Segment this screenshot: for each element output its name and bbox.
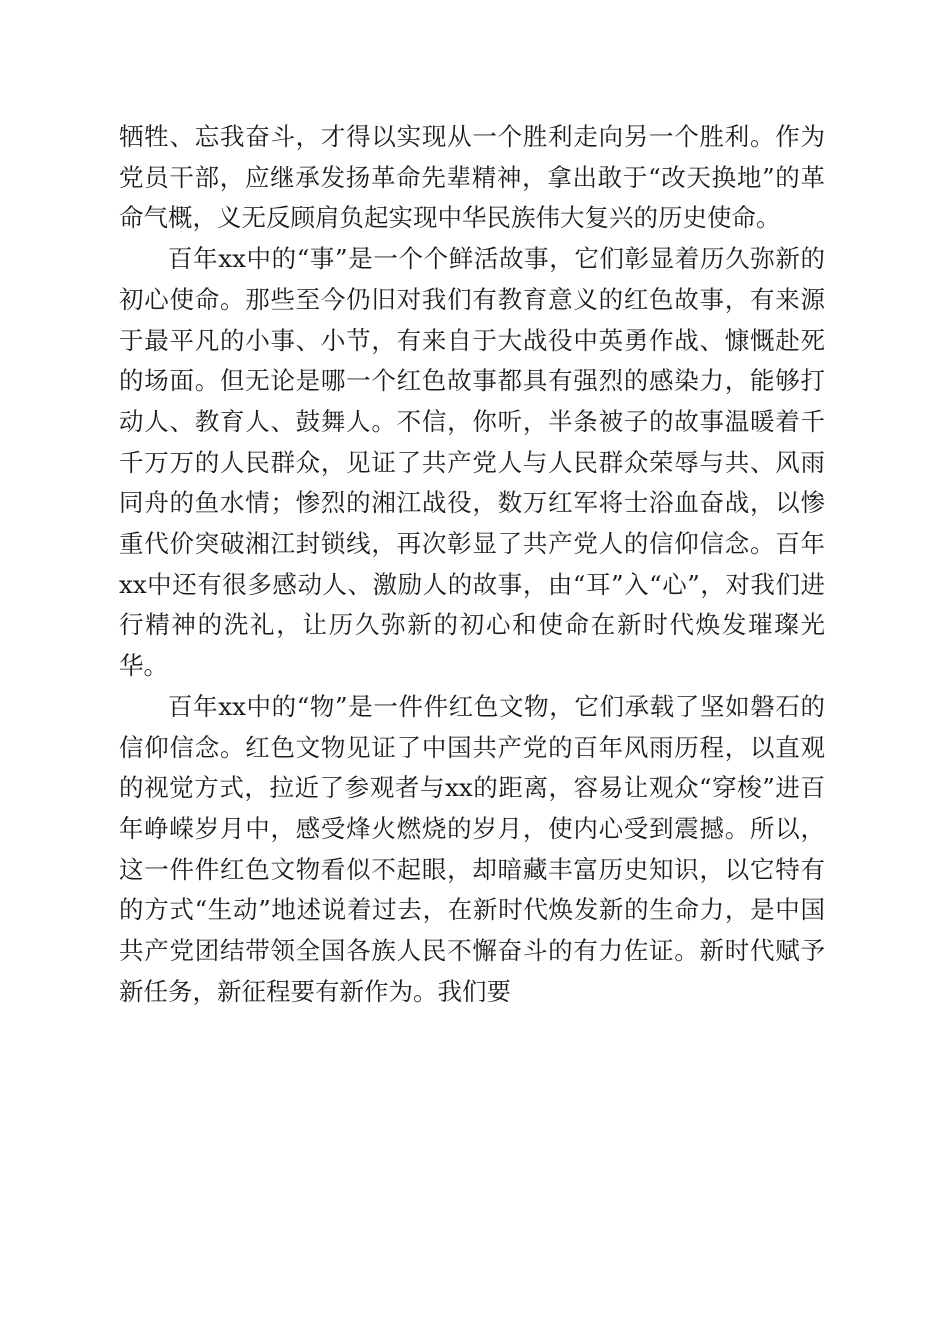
paragraph-red-stories: 百年xx中的“事”是一个个鲜活故事，它们彰显着历久弥新的初心使命。那些至今仍旧对我们有教育意义的红色故事，有来源于最平凡的小事、小节，有来自于大战役中英勇作战、慷慨赴死的场面。但无论是哪一个红色故事都具有强烈的感染力，能够打动人、教育人、鼓舞人。不信，你听，半条被子的故事温暖着千千万万的人民群众，见证了共产党人与人民群众荣辱与共、风雨同舟的鱼水情；惨烈的湘江战役，数万红军将士浴血奋战，以惨重代价突破湘江封锁线，再次彰显了共产党人的信仰信念。百年xx中还有很多感动人、激励人的故事，由“耳”入“心”，对我们进行精神的洗礼，让历久弥新的初心和使命在新时代焕发璀璨光华。 bbox=[119, 244, 825, 681]
paragraph-red-relics: 百年xx中的“物”是一件件红色文物，它们承载了坚如磐石的信仰信念。红色文物见证了中国共产党的百年风雨历程，以直观的视觉方式，拉近了参观者与xx的距离，容易让观众“穿梭”进百年峥嵘岁月中，感受烽火燃烧的岁月，使内心受到震撼。所以，这一件件红色文物看似不起眼，却暗藏丰富历史知识，以它特有的方式“生动”地述说着过去，在新时代焕发新的生命力，是中国共产党团结带领全国各族人民不懈奋斗的有力佐证。新时代赋予新任务，新征程要有新作为。我们要 bbox=[119, 691, 825, 1006]
paragraph-sacrifice-continuation: 牺牲、忘我奋斗，才得以实现从一个胜利走向另一个胜利。作为党员干部，应继承发扬革命先辈精神，拿出敢于“改天换地”的革命气概，义无反顾肩负起实现中华民族伟大复兴的历史使命。 bbox=[119, 122, 825, 233]
document-body bbox=[119, 117, 825, 1012]
